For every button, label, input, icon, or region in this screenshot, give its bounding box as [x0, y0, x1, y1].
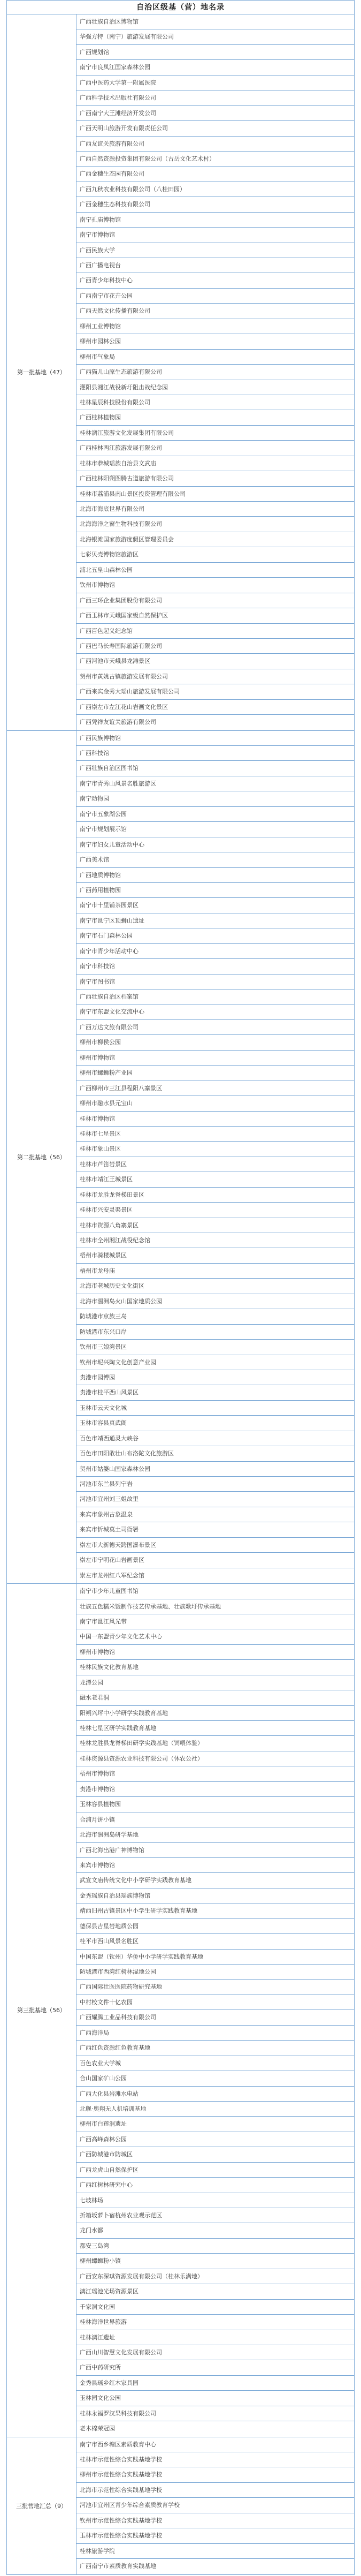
table-row: 南宁市西乡塘区素质教育中心	[76, 2437, 354, 2452]
group-items	[76, 2437, 354, 2574]
table-row: 柳州市融水县元宝山	[76, 1096, 354, 1111]
table-row: 防城港市京族三岛	[76, 1309, 354, 1324]
table-row: 中国东盟（钦州）华侨中小学研学实践教育基地	[76, 1950, 354, 1965]
group-items	[76, 1584, 354, 2437]
table-row: 南宁孔庙博物馆	[76, 213, 354, 228]
table-row: 广西药用植物园	[76, 883, 354, 898]
table-row: 南宁市邕江风光带	[76, 1614, 354, 1629]
table-row: 崇左市龙州红八军纪念馆	[80, 1572, 144, 1579]
group-items	[76, 731, 354, 1584]
table-row: 广西崇左市左江花山岩画文化景区	[76, 700, 354, 715]
table-row: 广西防城港市防城区	[76, 2147, 354, 2162]
table-row: 南宁市青少年活动中心	[76, 944, 354, 959]
table-row: 广西九秋农业科技有限公司（八桂田园）	[76, 182, 354, 197]
table-row: 北海市涠洲岛火山国家地质公园	[76, 1294, 354, 1309]
group-label: 第二批基地（56）	[7, 731, 76, 1584]
table-row: 柳州市博物馆	[76, 1645, 354, 1660]
table-row: 金秀县瑶乡红木家具园	[76, 2376, 354, 2391]
table-row: 广西万达文旅有限公司	[76, 1020, 354, 1035]
table-row: 广西来宾金秀大瑶山旅游发展有限公司	[76, 684, 354, 699]
table-row: 中村校文件十亿农园	[76, 1995, 354, 2010]
table-row: 广西壮族自治区图书馆	[76, 761, 354, 776]
table-row: 广西中药研究所	[76, 2360, 354, 2375]
table-row: 广西科技馆	[76, 746, 354, 761]
table-row: 金秀瑶族自治县瑶族博物馆	[76, 1888, 354, 1903]
table-row: 广西高峰森林公园	[76, 2132, 354, 2147]
table-row: 南宁市十里铺茶园景区	[76, 898, 354, 913]
table-row: 广西壮族自治区博物馆	[76, 14, 354, 29]
table-row: 广西凭祥友谊关旅游有限公司	[80, 719, 156, 726]
table-row: 河池市宜州区青少年综合素质教育学校	[76, 2498, 354, 2513]
table-row: 玉林市示范性综合实践基地学校	[76, 2528, 354, 2543]
table-row: 柳州市园林公园	[76, 334, 354, 349]
table-row: 合山国家矿山公园	[76, 2071, 354, 2086]
table-row: 广西大化县岩滩水电站	[76, 2087, 354, 2102]
table-row: 桂林漓江遗址	[76, 2330, 354, 2345]
table-row: 龙潭公园	[76, 1675, 354, 1690]
table-row: 玉林园文化公园	[76, 2391, 354, 2406]
table-row: 桂林市龙胜龙脊梯田景区	[76, 1188, 354, 1203]
table-row: 北海市涠洲岛研学基地	[76, 1827, 354, 1842]
table-row: 桂林市资源八角寨景区	[76, 1218, 354, 1233]
table-group	[6, 1583, 355, 2437]
table-row: 桂林漓江旅游文化发展集团有限公司	[76, 426, 354, 441]
table-row: 广西柳州市三江县程阳八寨景区	[76, 1081, 354, 1096]
table-row: 北海银滩国家旅游度假区管理委员会	[76, 532, 354, 547]
table-row: 广西安东深琪资源发展有限公司（桂林乐满地）	[76, 2269, 354, 2284]
table-row: 德保县吉星岩地质公园	[76, 1919, 354, 1934]
table-row: 广西北海出港广神博物馆	[76, 1843, 354, 1858]
table-row: 广西桂林阳朔图腾古道旅游有限公司	[76, 471, 354, 486]
table-group	[6, 2437, 355, 2575]
table-title: 自治区级基（营）地名录	[6, 0, 355, 14]
table-row: 漓江瑶池光场资源景区	[76, 2284, 354, 2299]
table-row: 南宁市博物馆	[76, 228, 354, 243]
table-row: 柳州工业博物馆	[76, 319, 354, 334]
table-row: 北舰·奥翔无人机培训基地	[76, 2102, 354, 2117]
table-row: 百色市靖西通灵大峡谷	[76, 1431, 354, 1446]
table-row: 桂林市芦笛岩景区	[76, 1157, 354, 1172]
table-row: 桂林资源县资源农业科技有限公司（休农公社）	[76, 1751, 354, 1766]
table-row: 广西友谊关旅游有限公司	[76, 137, 354, 152]
table-row: 桂林民族文化教育基地	[76, 1660, 354, 1675]
table-row: 广西自然资源投资集团有限公司（古岳文化艺术村）	[76, 152, 354, 167]
table-row: 七彩贝壳博物馆旅游区	[76, 547, 354, 562]
table-row: 武宣文庙传统文化中小学研学实践教育基地	[76, 1873, 354, 1888]
table-row: 靖西旧州古镇景区中小学生研学实践教育基地	[76, 1903, 354, 1918]
table-row: 柳州市气象局	[76, 350, 354, 365]
table-row: 柳州市白莲洞遗址	[76, 2117, 354, 2132]
table-row: 柳州市柳侯公园	[76, 1035, 354, 1050]
table-row: 来宾市忻城莫土司衙署	[76, 1522, 354, 1537]
table-row: 桂林七星区研学实践教育基地	[76, 1721, 354, 1736]
table-row: 广西海洋局	[76, 2026, 354, 2041]
table-row: 广西龙虎山自然保护区	[76, 2163, 354, 2178]
table-row: 北海海洋之窗生物科技有限公司	[76, 517, 354, 532]
table-row: 崇左市大新德天跨国瀑布景区	[76, 1538, 354, 1553]
table-row: 阳朔兴坪中小学研学实践教育基地	[76, 1706, 354, 1721]
table-row: 广西壮族自治区档案馆	[76, 989, 354, 1004]
table-row: 钦州市博物馆	[76, 578, 354, 593]
table-row: 广西天明山旅游开发有限责任公司	[76, 121, 354, 136]
table-row: 广西天然文化传播有限公司	[76, 304, 354, 319]
table-row: 贺州市姑婆山国家森林公园	[76, 1462, 354, 1477]
table-row: 广西青少年科技中心	[76, 273, 354, 288]
table-row: 百色农业大学城	[76, 2056, 354, 2071]
table-row: 河池市宜州刘三姐故里	[76, 1492, 354, 1507]
table-row: 防城港市西湾红树林湿地公园	[76, 1965, 354, 1980]
table-row: 龙门水都	[76, 2223, 354, 2238]
group-items	[76, 14, 354, 730]
table-row: 折箱坂萝卜宿杭州农业观示范区	[76, 2208, 354, 2223]
table-row: 广西民族博物馆	[76, 731, 354, 746]
table-row: 中国一东盟青少年文化艺术中心	[76, 1629, 354, 1644]
table-row: 广西民族大学	[76, 243, 354, 258]
table-row: 来宾市象州古象温泉	[76, 1507, 354, 1522]
group-label: 三批营地汇总（9）	[7, 2437, 76, 2574]
table-row: 南宁市石门森林公园	[76, 928, 354, 943]
table-row: 老木棉荣冠园	[80, 2425, 115, 2433]
table-row: 七坡林场	[76, 2193, 354, 2208]
table-row: 桂林市示范性综合实践基地学校	[76, 2452, 354, 2467]
table-row: 北海市海底世界有限公司	[76, 502, 354, 517]
table-row: 南宁市五象湖公园	[76, 807, 354, 822]
table-group	[6, 730, 355, 1584]
table-row: 贵港市桂平西山风景区	[76, 1385, 354, 1400]
table-row: 广西三环企业集团股份有限公司	[76, 593, 354, 608]
table-row: 广西红树林研究中心	[76, 2178, 354, 2193]
table-row: 广西红色资源红色教育基地	[76, 2041, 354, 2056]
table-row: 梧州市龙母庙	[76, 1264, 354, 1279]
table-row: 广西猫儿山原生态旅游有限公司	[76, 365, 354, 380]
table-row: 北海市老城历史文化街区	[76, 1279, 354, 1294]
table-row: 贺州市黄姚古镇旅游发展有限公司	[76, 669, 354, 684]
table-row: 浦北五皇山森林公园	[76, 563, 354, 578]
table-row: 桂林海洋世界旅游	[76, 2315, 354, 2330]
table-row: 南宁市科技馆	[76, 959, 354, 974]
table-row: 广西耀腾工业品科技有限公司	[76, 2010, 354, 2025]
table-row: 壮族五色糯米饭制作技艺传承基地、壮族歌圩传承基地	[76, 1599, 354, 1614]
table-row: 防城港市东兴口岸	[76, 1325, 354, 1340]
table-row: 北海市示范性综合实践基地学校	[76, 2483, 354, 2498]
table-row: 桂林旅游学院	[76, 2544, 354, 2559]
table-row: 钦州市示范性综合实践基地学校	[76, 2513, 354, 2528]
table-row: 南宁市青秀山风景名胜旅游区	[76, 776, 354, 791]
table-row: 融水老君洞	[76, 1690, 354, 1705]
table-row: 梧州市博物馆	[76, 1766, 354, 1781]
table-row: 钦州市坭兴陶文化创意产业园	[76, 1355, 354, 1370]
table-row: 广西国际壮医医院药物研究基地	[76, 1980, 354, 1995]
group-label: 第一批基地（47）	[7, 14, 76, 730]
table-row: 广西规划馆	[76, 45, 354, 60]
table-row: 广西巴马长寿国际旅游有限公司	[76, 639, 354, 654]
table-row: 桂林市全州湘江战役纪念馆	[76, 1233, 354, 1248]
table-row: 南宁市规划展示馆	[76, 822, 354, 837]
table-row: 广西金穗生态园有限公司	[76, 167, 354, 182]
table-row: 玉林市容县真武阁	[76, 1416, 354, 1431]
table-row: 千家洞文化园	[76, 2300, 354, 2315]
table-row: 桂林龙胜县龙脊梯田研学实践基地（饲喂体验）	[76, 1736, 354, 1751]
table-row: 玉林市云天文化城	[76, 1401, 354, 1416]
table-row: 广西玉林市天峨国家级自然保护区	[76, 608, 354, 623]
table-row: 柳州市螺蛳粉产业园	[76, 1066, 354, 1081]
table-row: 柳州螺蛳粉小镇	[76, 2254, 354, 2269]
table-row: 玉林容县植物园	[76, 1797, 354, 1812]
table-row: 广西南宁市花卉公园	[76, 289, 354, 304]
table-row: 河池市东兰县列宁岩	[76, 1477, 354, 1492]
table-row: 南宁市妇女儿童活动中心	[76, 837, 354, 852]
table-row: 广西桂林植物园	[76, 410, 354, 425]
table-row: 桂林永福罗汉果科技有限公司	[76, 2406, 354, 2421]
directory-table	[6, 0, 355, 2576]
table-row: 广西百色起义纪念馆	[76, 624, 354, 639]
table-row: 梧州市骑楼城景区	[76, 1248, 354, 1263]
table-row: 桂林市靖江王城景区	[76, 1172, 354, 1187]
table-row: 合浦月饼小镇	[76, 1812, 354, 1827]
table-row: 柳州市示范性综合实践基地学校	[76, 2467, 354, 2482]
table-row: 贵港市园博园	[76, 1370, 354, 1385]
table-row: 广西广播电视台	[76, 258, 354, 273]
table-row: 广西科学技术出版社有限公司	[76, 90, 354, 105]
table-row: 钦州市三娘湾景区	[76, 1340, 354, 1355]
table-row: 南宁市良凤江国家森林公园	[76, 60, 354, 75]
table-row: 百色市田阳敢壮山布洛陀文化旅游区	[76, 1446, 354, 1461]
table-row: 华强方特（南宁）旅游发展有限公司	[76, 29, 354, 44]
table-row: 广西河池市天峨县龙滩景区	[76, 654, 354, 669]
table-row: 广西桂林两江旅游发展有限公司	[76, 441, 354, 456]
table-row: 广西中医药大学第一附属医院	[76, 75, 354, 90]
table-row: 广西南宁大王滩经济开发公司	[76, 106, 354, 121]
table-row: 都安三岛湾	[76, 2239, 354, 2254]
table-row: 崇左市宁明花山岩画景区	[76, 1553, 354, 1568]
table-row: 南宁动物园	[76, 791, 354, 806]
table-row: 广西南宁市素质教育实践基地	[80, 2563, 156, 2570]
table-row: 广西美术馆	[76, 852, 354, 867]
table-row: 桂林市兴安灵渠景区	[76, 1203, 354, 1218]
table-row: 南宁市邕宁区顶蛳山遗址	[76, 913, 354, 928]
table-row: 柳州市博物馆	[76, 1051, 354, 1066]
table-row: 广西地质博物馆	[76, 868, 354, 883]
table-row: 南宁市少年儿童图书馆	[76, 1584, 354, 1599]
table-row: 桂林市博物馆	[76, 1112, 354, 1127]
table-row: 南宁市图书馆	[76, 975, 354, 989]
table-row: 桂林市恭城瑶族自治县文武庙	[76, 456, 354, 471]
table-row: 来宾市博物馆	[76, 1858, 354, 1873]
table-row: 桂林星辰科技股份有限公司	[76, 395, 354, 410]
table-row: 南宁市东盟文化交流中心	[76, 1004, 354, 1019]
table-row: 广西山川智慧文化发展有限公司	[76, 2345, 354, 2360]
table-row: 灌阳县湘江战役新圩阻击战纪念园	[76, 380, 354, 395]
table-row: 贵港市博物馆	[76, 1782, 354, 1797]
table-row: 桂平市西山风景名胜区	[76, 1934, 354, 1949]
table-row: 桂林市七星景区	[76, 1127, 354, 1142]
table-row: 桂林市象山景区	[76, 1142, 354, 1157]
table-group	[6, 14, 355, 730]
table-row: 桂林市荔浦县南山景区投资管理有限公司	[76, 487, 354, 502]
table-row: 广西金穗生态科技有限公司	[76, 197, 354, 212]
group-label: 第三批基地（56）	[7, 1584, 76, 2437]
